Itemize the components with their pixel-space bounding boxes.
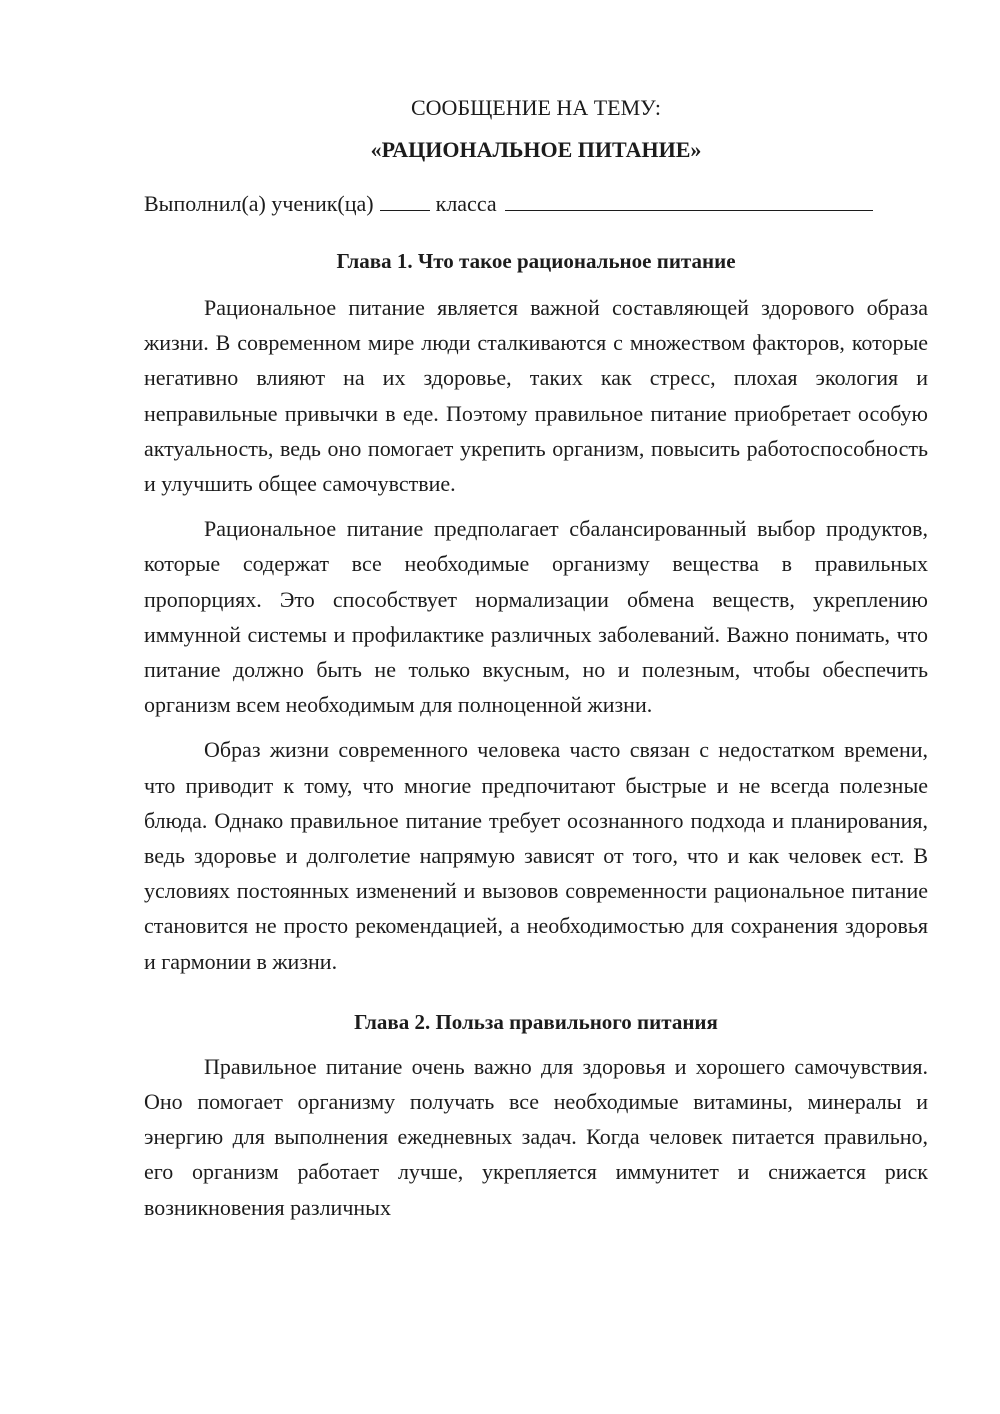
author-line bbox=[144, 188, 928, 220]
document-content bbox=[144, 92, 928, 1225]
chapter-1-paragraph-1: Рациональное питание является важной составляющей здорового образа жизни. В современном мире люди сталкиваются с множеством факторов, которые негативно влияют на их здоровье, таких как стресс, плохая экология и неправильные привычки в еде. Поэтому правильное питание приобретает особую актуальность, ведь оно помогает укрепить организм, повысить работоспособность и улучшить общее самочувствие. bbox=[144, 295, 928, 497]
chapter-1-paragraph-2: Рациональное питание предполагает сбалансированный выбор продуктов, которые содержат все необходимые организму вещества в правильных пропорциях. Это способствует нормализации обмена веществ, укреплению иммунной системы и профилактике различных заболеваний. Важно понимать, что питание должно быть не только вкусным, но и полезным, чтобы обеспечить организм всем необходимым для полноценной жизни. bbox=[144, 516, 928, 718]
chapter-1-paragraph-3: Образ жизни современного человека часто связан с недостатком времени, что приводит к тому, что многие предпочитают быстрые и не всегда полезные блюда. Однако правильное питание требует осознанного подхода и планирования, ведь здоровье и долголетие напрямую зависят от того, что и как человек ест. В условиях постоянных изменений и вызовов современности рациональное питание становится не просто рекомендацией, а необходимостью для сохранения здоровья и гармонии в жизни. bbox=[144, 737, 928, 974]
chapter-2-heading: Глава 2. Польза правильного питания bbox=[354, 1009, 718, 1034]
class-label: класса bbox=[435, 191, 497, 216]
author-prefix: Выполнил(а) ученик(ца) bbox=[144, 191, 374, 216]
chapter-2-paragraph-1: Правильное питание очень важно для здоровья и хорошего самочувствия. Оно помогает организму получать все необходимые витамины, минералы и энергию для выполнения ежедневных задач. Когда человек питается правильно, его организм работает лучше, укрепляется иммунитет и снижается риск возникновения различных bbox=[144, 1053, 928, 1220]
document-title: СООБЩЕНИЕ НА ТЕМУ: bbox=[411, 95, 661, 120]
class-number-blank bbox=[380, 190, 430, 211]
document-subtitle: «РАЦИОНАЛЬНОЕ ПИТАНИЕ» bbox=[370, 137, 702, 162]
chapter-1-heading: Глава 1. Что такое рациональное питание bbox=[336, 249, 736, 273]
student-name-blank bbox=[505, 190, 873, 211]
